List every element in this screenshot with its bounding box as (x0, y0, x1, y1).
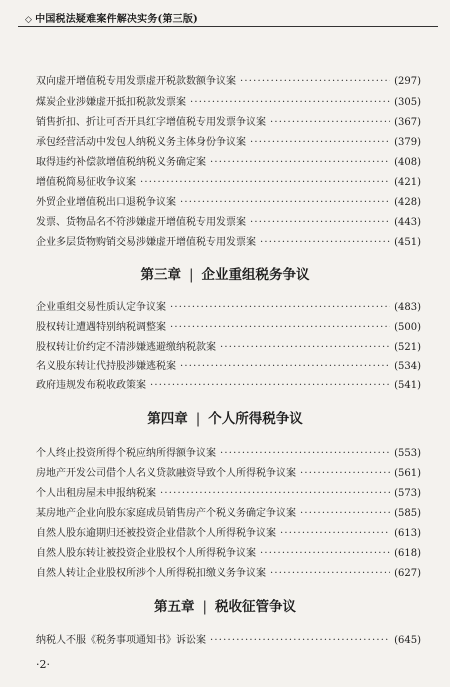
dot-leader (150, 380, 390, 391)
dot-leader (250, 137, 390, 148)
entry-page: (561) (394, 468, 421, 479)
toc-entry[interactable] (36, 193, 421, 209)
dot-leader (220, 448, 390, 459)
entry-page: (613) (394, 528, 421, 539)
entry-title: 销售折扣、折让可否开具红字增值税专用发票争议案 (36, 117, 266, 128)
entry-title: 发票、货物品名不符涉嫌虚开增值税专用发票案 (36, 217, 246, 228)
entry-page: (421) (394, 177, 421, 188)
toc-entry[interactable] (36, 444, 421, 460)
dot-leader (170, 302, 390, 313)
chapter-heading[interactable] (0, 263, 450, 283)
header-rule (18, 26, 438, 27)
entry-title: 外贸企业增值税出口退税争议案 (36, 197, 176, 208)
page-number: ·2· (36, 658, 50, 671)
diamond-icon: ◇ (25, 15, 33, 25)
entry-page: (443) (394, 217, 421, 228)
dot-leader (300, 508, 390, 519)
entry-page: (573) (394, 488, 421, 499)
toc-entry[interactable] (36, 464, 421, 480)
entry-title: 纳税人不服《税务事项通知书》诉讼案 (36, 635, 206, 646)
toc-entry[interactable] (36, 357, 421, 373)
toc-entry[interactable] (36, 113, 421, 129)
dot-leader (220, 342, 390, 353)
entry-title: 政府违规发布税收政策案 (36, 380, 146, 391)
chapter-separator: | (195, 411, 201, 427)
entry-page: (585) (394, 508, 421, 519)
toc-entry[interactable] (36, 133, 421, 149)
chapter-heading[interactable] (0, 407, 450, 427)
entry-title: 企业重组交易性质认定争议案 (36, 302, 166, 313)
dot-leader (270, 568, 390, 579)
entry-title: 承包经营活动中发包人纳税义务主体身份争议案 (36, 137, 246, 148)
toc-entry[interactable] (36, 298, 421, 314)
entry-title: 自然人股东转让被投资企业股权个人所得税争议案 (36, 548, 256, 559)
dot-leader (210, 635, 390, 646)
entry-title: 股权转让价约定不清涉嫌逃避缴纳税款案 (36, 342, 216, 353)
toc-entry[interactable] (36, 153, 421, 169)
dot-leader (300, 468, 390, 479)
toc-entry[interactable] (36, 173, 421, 189)
dot-leader (280, 528, 390, 539)
entry-page: (618) (394, 548, 421, 559)
dot-leader (260, 548, 390, 559)
entry-page: (541) (394, 380, 421, 391)
entry-page: (483) (394, 302, 421, 313)
entry-page: (521) (394, 342, 421, 353)
toc-entry[interactable] (36, 72, 421, 88)
entry-page: (553) (394, 448, 421, 459)
entry-title: 自然人股东逾期归还被投资企业借款个人所得税争议案 (36, 528, 276, 539)
toc-entry[interactable] (36, 484, 421, 500)
dot-leader (140, 177, 390, 188)
entry-title: 房地产开发公司借个人名义贷款融资导致个人所得税争议案 (36, 468, 296, 479)
chapter-separator: | (188, 267, 194, 283)
chapter-heading[interactable] (0, 595, 450, 615)
entry-page: (367) (394, 117, 421, 128)
dot-leader (250, 217, 390, 228)
toc-entry[interactable] (36, 564, 421, 580)
running-header (25, 10, 435, 25)
toc-entry[interactable] (36, 544, 421, 560)
entry-page: (297) (394, 76, 421, 87)
toc-entry[interactable] (36, 504, 421, 520)
chapter-number: 第五章 (153, 599, 195, 615)
toc-entry[interactable] (36, 318, 421, 334)
dot-leader (160, 488, 390, 499)
dot-leader (270, 117, 390, 128)
entry-page: (534) (394, 361, 421, 372)
dot-leader (170, 322, 390, 333)
entry-page: (379) (394, 137, 421, 148)
entry-title: 企业多层货物购销交易涉嫌虚开增值税专用发票案 (36, 237, 256, 248)
dot-leader (180, 197, 390, 208)
dot-leader (210, 157, 390, 168)
entry-page: (500) (394, 322, 421, 333)
entry-title: 某房地产企业向股东家庭成员销售房产个税义务确定争议案 (36, 508, 296, 519)
entry-title: 双向虚开增值税专用发票虚开税款数额争议案 (36, 76, 236, 87)
entry-title: 自然人转让企业股权所涉个人所得税扣缴义务争议案 (36, 568, 266, 579)
book-title: 中国税法疑难案件解决实务(第三版) (35, 14, 198, 25)
chapter-title: 个人所得税争议 (208, 411, 303, 427)
toc-entry[interactable] (36, 631, 421, 647)
entry-title: 名义股东转让代持股涉嫌逃税案 (36, 361, 176, 372)
entry-title: 个人终止投资所得个税应纳所得额争议案 (36, 448, 216, 459)
entry-page: (408) (394, 157, 421, 168)
chapter-title: 税收征管争议 (215, 599, 297, 615)
entry-title: 增值税简易征收争议案 (36, 177, 136, 188)
chapter-separator: | (202, 599, 208, 615)
dot-leader (240, 76, 390, 87)
entry-title: 取得违约补偿款增值税纳税义务确定案 (36, 157, 206, 168)
dot-leader (260, 237, 390, 248)
entry-page: (645) (394, 635, 421, 646)
chapter-number: 第四章 (147, 411, 188, 427)
toc-entry[interactable] (36, 376, 421, 392)
toc-entry[interactable] (36, 213, 421, 229)
entry-page: (428) (394, 197, 421, 208)
chapter-number: 第三章 (140, 267, 181, 283)
chapter-title: 企业重组税务争议 (201, 267, 310, 283)
dot-leader (190, 97, 390, 108)
entry-title: 煤炭企业涉嫌虚开抵扣税款发票案 (36, 97, 186, 108)
toc-entry[interactable] (36, 93, 421, 109)
entry-page: (451) (394, 237, 421, 248)
entry-title: 股权转让遭遇特别纳税调整案 (36, 322, 166, 333)
toc-entry[interactable] (36, 524, 421, 540)
entry-title: 个人出租房屋未申报纳税案 (36, 488, 156, 499)
toc-entry[interactable] (36, 233, 421, 249)
dot-leader (180, 361, 390, 372)
entry-page: (305) (394, 97, 421, 108)
entry-page: (627) (394, 568, 421, 579)
toc-entry[interactable] (36, 338, 421, 354)
